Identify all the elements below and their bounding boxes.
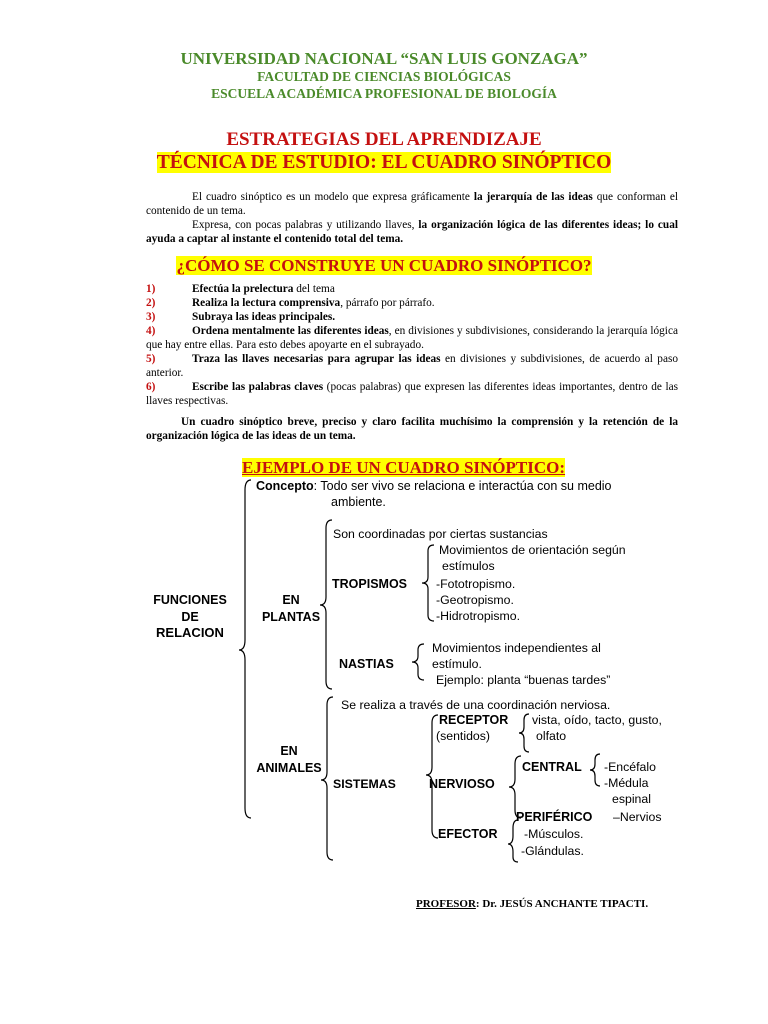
- nastias-example-label: Ejemplo: [436, 673, 481, 687]
- root-line: RELACION: [156, 625, 224, 640]
- step-bold: Escribe las palabras claves: [192, 381, 324, 393]
- animals-label: [250, 743, 328, 776]
- university-name: UNIVERSIDAD NACIONAL “SAN LUIS GONZAGA”: [180, 49, 588, 68]
- receptor-desc-1: vista, oído, tacto, gusto,: [532, 713, 662, 727]
- step-number: 6): [146, 381, 156, 393]
- brace-central-peripheral: [509, 756, 521, 818]
- tropism-label: TROPISMOS: [332, 577, 408, 591]
- central-label: CENTRAL: [522, 760, 582, 774]
- nastias-label: NASTIAS: [339, 657, 394, 671]
- effector-item: -Músculos.: [524, 827, 584, 841]
- effector-label: EFECTOR: [438, 827, 498, 841]
- animals-line: ANIMALES: [256, 760, 322, 775]
- concept-line-2: ambiente.: [331, 495, 386, 509]
- tropism-item: -Fototropismo.: [436, 577, 516, 591]
- concept-label: Concepto: [256, 479, 314, 493]
- intro-p2-bold: la organización lógica de las diferentes ideas; lo cual ayuda a captar al instante el contenido total del tema.: [146, 219, 678, 245]
- nastias-example: [436, 673, 610, 687]
- peripheral-label: PERIFÉRICO: [516, 810, 593, 824]
- nastias-desc-1: Movimientos independientes al: [432, 641, 601, 655]
- root-line: DE: [181, 609, 199, 624]
- tropism-item: -Geotropismo.: [436, 593, 514, 607]
- brace-nastias: [412, 644, 424, 680]
- brace-effector: [508, 820, 518, 862]
- step-number: 1): [146, 283, 156, 295]
- how-heading: ¿CÓMO SE CONSTRUYE UN CUADRO SINÓPTICO?: [176, 256, 592, 275]
- concept-line-1: [256, 479, 612, 493]
- step-number: 3): [146, 311, 156, 323]
- receptor-desc-2: olfato: [536, 729, 567, 743]
- systems-label: SISTEMAS: [333, 777, 396, 791]
- nervous-label: NERVIOSO: [429, 777, 495, 791]
- central-item: -Encéfalo: [604, 760, 656, 774]
- tropism-desc-1: Movimientos de orientación según: [439, 543, 626, 557]
- central-item: espinal: [612, 792, 651, 806]
- plants-line: PLANTAS: [261, 609, 321, 624]
- step-bold: Subraya las ideas principales.: [192, 311, 336, 323]
- intro-p1-bold: la jerarquía de las ideas: [473, 191, 593, 203]
- brace-tropism: [422, 545, 434, 621]
- example-heading: EJEMPLO DE UN CUADRO SINÓPTICO:: [242, 458, 566, 477]
- faculty-name: FACULTAD DE CIENCIAS BIOLÓGICAS: [257, 69, 511, 84]
- central-item: -Médula: [604, 776, 649, 790]
- effector-item: -Glándulas.: [521, 844, 584, 858]
- step-number: 2): [146, 297, 156, 309]
- brace-receptor: [519, 714, 529, 752]
- tropism-item: -Hidrotropismo.: [436, 609, 521, 623]
- step-text: del tema: [293, 283, 335, 295]
- nastias-desc-2: estímulo.: [432, 657, 482, 671]
- step-bold: Ordena mentalmente las diferentes ideas: [192, 325, 389, 337]
- root-label: [145, 592, 235, 642]
- page-title: ESTRATEGIAS DEL APRENDIZAJE: [226, 129, 542, 150]
- receptor-label: RECEPTOR: [439, 713, 509, 727]
- root-line: FUNCIONES: [153, 593, 227, 607]
- brace-central: [590, 754, 600, 786]
- plants-label: [254, 592, 328, 625]
- step-text: en divisiones y subdivisiones, de acuerdo al paso anterior.: [146, 353, 678, 379]
- step-text: (pocas palabras) que expresen las diferentes ideas importantes, dentro de las llaves respectivas.: [146, 381, 678, 407]
- plants-line: EN: [282, 593, 300, 607]
- concept-colon: :: [313, 479, 318, 493]
- concept-text: Todo ser vivo se relaciona e interactúa con su medio: [317, 479, 612, 493]
- intro-p1-text-c: que conforman el contenido de un tema.: [146, 191, 678, 217]
- step-text: , en divisiones y subdivisiones, considerando la jerarquía lógica que hay entre ellas. Para esto debes apoyarte en el subrayado.: [146, 325, 678, 351]
- professor-signature: [416, 898, 648, 910]
- professor-label: PROFESOR: [416, 898, 476, 910]
- step-number: 5): [146, 353, 156, 365]
- step-bold: Traza las llaves necesarias para agrupar las ideas: [192, 353, 441, 365]
- plants-intro: Son coordinadas por ciertas sustancias: [333, 527, 548, 541]
- receptor-sub: (sentidos): [436, 729, 490, 743]
- step-number: 4): [146, 325, 156, 337]
- animals-line: EN: [280, 744, 298, 758]
- step-bold: Efectúa la prelectura: [192, 283, 294, 295]
- step-text: , párrafo por párrafo.: [340, 297, 435, 309]
- tropism-desc-2: estímulos: [442, 559, 495, 573]
- page-subtitle: TÉCNICA DE ESTUDIO: EL CUADRO SINÓPTICO: [156, 152, 612, 173]
- professor-name: : Dr. JESÚS ANCHANTE TIPACTI.: [475, 898, 649, 910]
- step-bold: Realiza la lectura comprensiva: [192, 297, 341, 309]
- school-name: ESCUELA ACADÉMICA PROFESIONAL DE BIOLOGÍA: [211, 86, 557, 101]
- intro-p1-text-a: El cuadro sinóptico es un modelo que expresa gráficamente: [192, 191, 474, 203]
- nastias-example-text: : planta “buenas tardes”: [480, 673, 611, 687]
- intro-p2-text-a: Expresa, con pocas palabras y utilizando llaves,: [192, 219, 419, 231]
- conclusion-text: Un cuadro sinóptico breve, preciso y claro facilita muchísimo la comprensión y la retención de la organización lógica de las ideas de un tema.: [146, 416, 678, 442]
- peripheral-item: –Nervios: [613, 810, 662, 824]
- animals-intro: Se realiza a través de una coordinación nerviosa.: [341, 698, 611, 712]
- brace-animals: [321, 697, 333, 860]
